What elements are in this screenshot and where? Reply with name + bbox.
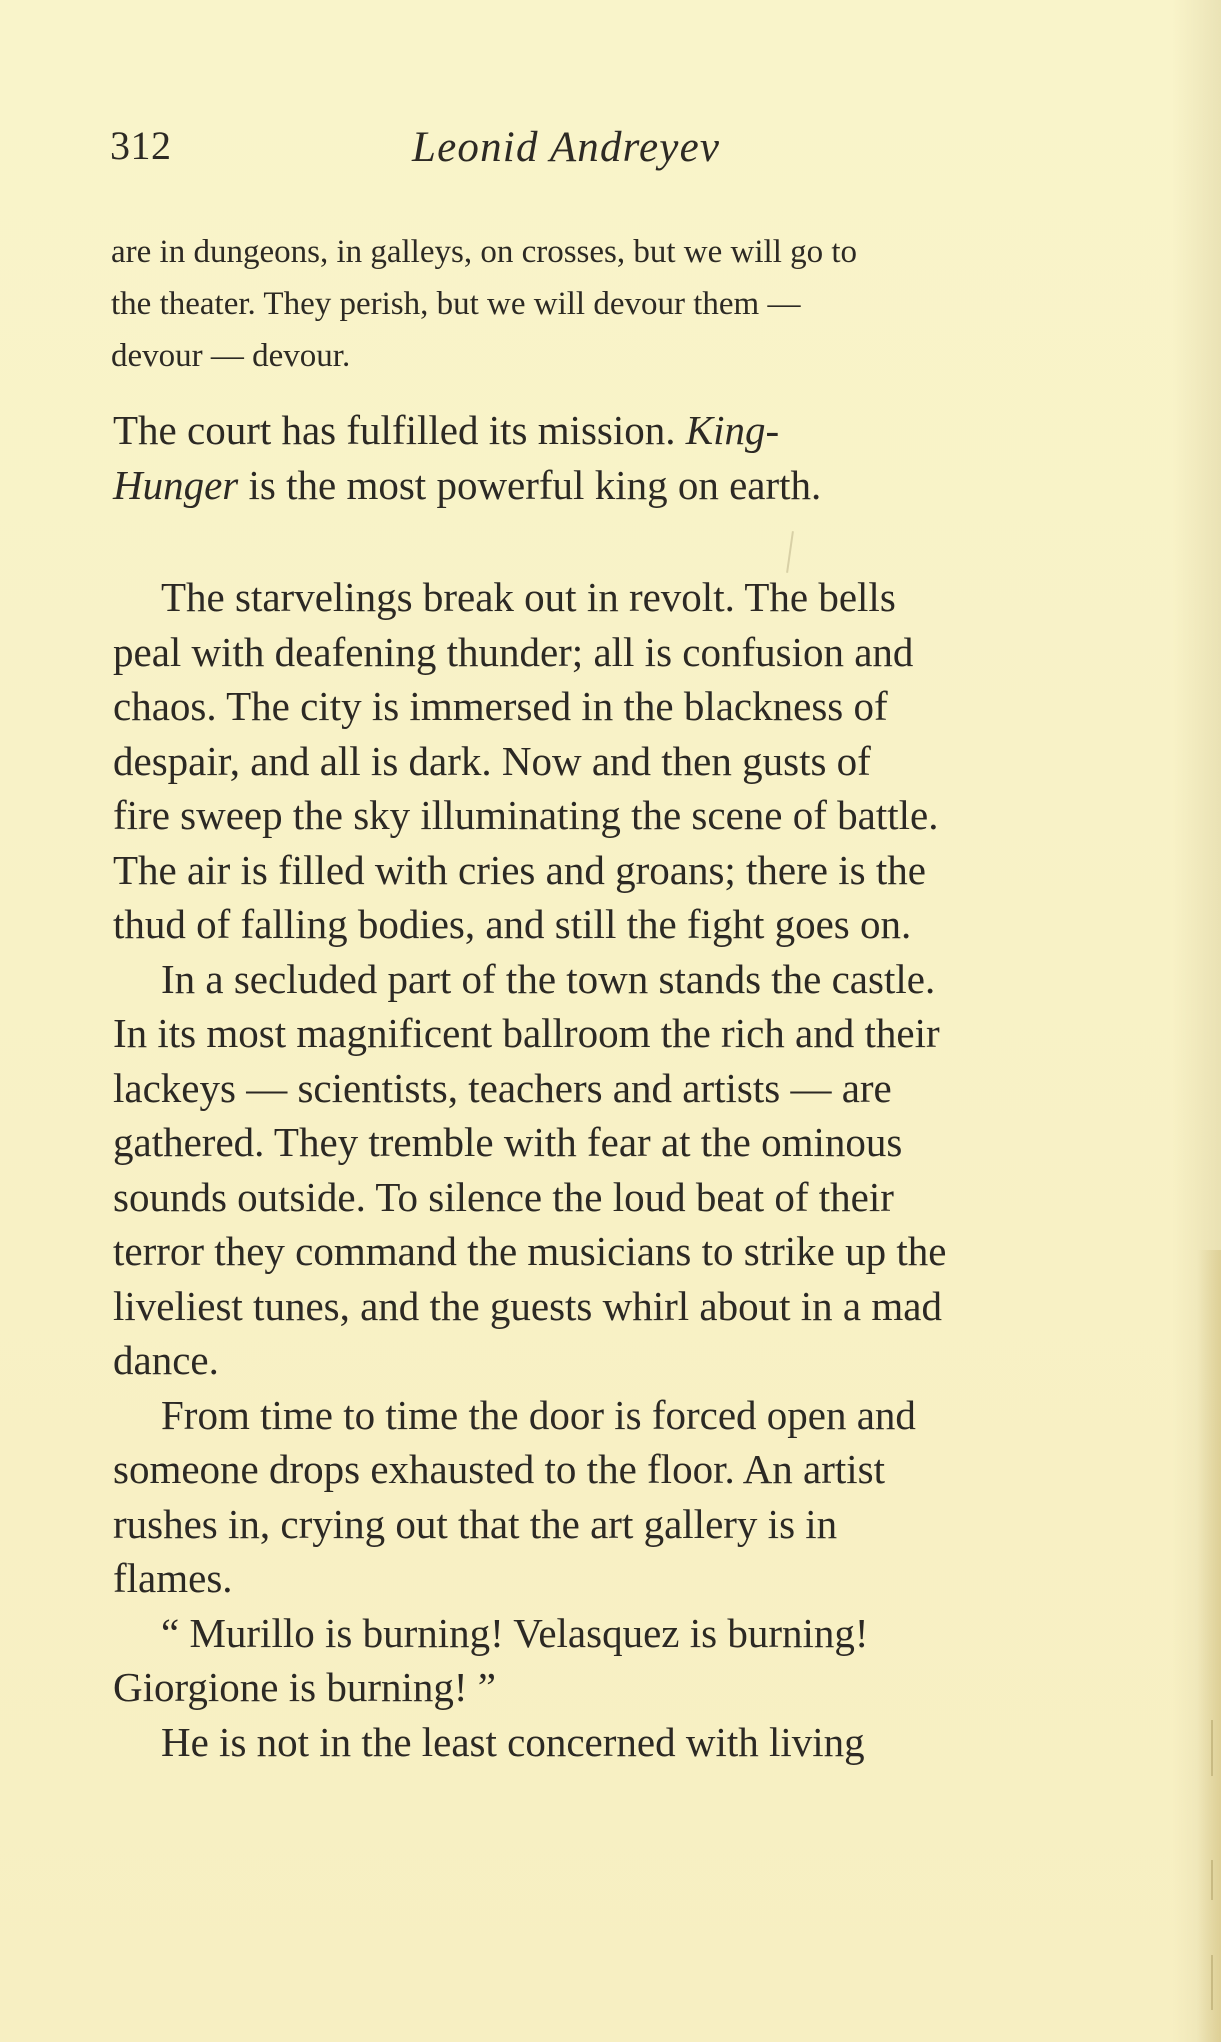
paragraph-line: liveliest tunes, and the guests whirl about in a mad <box>113 1282 942 1329</box>
paragraph-line: rushes in, crying out that the art gallery is in <box>113 1500 838 1547</box>
paragraph-line: From time to time the door is forced open and <box>161 1391 916 1438</box>
paragraph-line: Giorgione is burning! ” <box>113 1664 496 1710</box>
paragraph-line: The starvelings break out in revolt. The bells <box>161 574 896 620</box>
quoted-line: are in dungeons, in galleys, on crosses, but we will go to <box>111 234 858 270</box>
paragraph-line: dance. <box>113 1337 219 1383</box>
verdict-text: The court has fulfilled its mission. <box>113 407 676 453</box>
paragraph-line <box>113 403 1109 458</box>
page-edge-mark <box>1211 1955 1213 2010</box>
paragraph-line: He is not in the least concerned with living <box>161 1718 865 1765</box>
paragraph-line <box>113 458 1109 513</box>
paragraph-line: someone drops exhausted to the floor. An artist <box>113 1446 886 1492</box>
paragraph-line: chaos. The city is immersed in the blackness of <box>113 683 888 729</box>
paragraph-line: lackeys — scientists, teachers and artists — are <box>113 1064 892 1111</box>
page-edge-mark <box>1211 1860 1213 1900</box>
paragraph-line: sounds outside. To silence the loud beat of their <box>113 1173 894 1220</box>
page-edge-mark <box>1211 1720 1213 1776</box>
paragraph-line: despair, and all is dark. Now and then gusts of <box>113 737 871 784</box>
paragraph-line: “ Murillo is burning! Velasquez is burning! <box>161 1609 869 1656</box>
paragraph-line: terror they command the musicians to strike up the <box>113 1228 947 1274</box>
revolt-description <box>113 570 1109 1769</box>
king-hunger-italic-prefix: King- <box>685 407 780 453</box>
page-header <box>110 123 1110 186</box>
court-verdict-paragraph <box>113 403 1109 512</box>
quoted-dialogue-block <box>111 226 1104 382</box>
paragraph-line: flames. <box>113 1555 233 1601</box>
king-hunger-italic-suffix: Hunger <box>113 461 239 508</box>
paragraph-line: peal with deafening thunder; all is confusion and <box>113 628 914 675</box>
paragraph-line: gathered. They tremble with fear at the ominous <box>113 1119 903 1165</box>
page-number: 312 <box>110 123 172 168</box>
paragraph-line: In a secluded part of the town stands the castle. <box>161 955 936 1002</box>
quoted-line: devour — devour. <box>111 338 351 374</box>
paragraph-line: In its most magnificent ballroom the rich and their <box>113 1010 940 1056</box>
paragraph-line: thud of falling bodies, and still the fight goes on. <box>113 901 912 947</box>
paragraph-line: The air is filled with cries and groans; there is the <box>113 846 926 893</box>
page-edge-shadow <box>1197 1250 1221 2042</box>
paragraph-line: fire sweep the sky illuminating the scene of battle. <box>113 792 939 838</box>
page-scan-mark <box>786 531 794 573</box>
verdict-text: is the most powerful king on earth. <box>248 461 822 508</box>
quoted-line: the theater. They perish, but we will devour them — <box>111 286 801 322</box>
running-head: Leonid Andreyev <box>412 124 721 171</box>
